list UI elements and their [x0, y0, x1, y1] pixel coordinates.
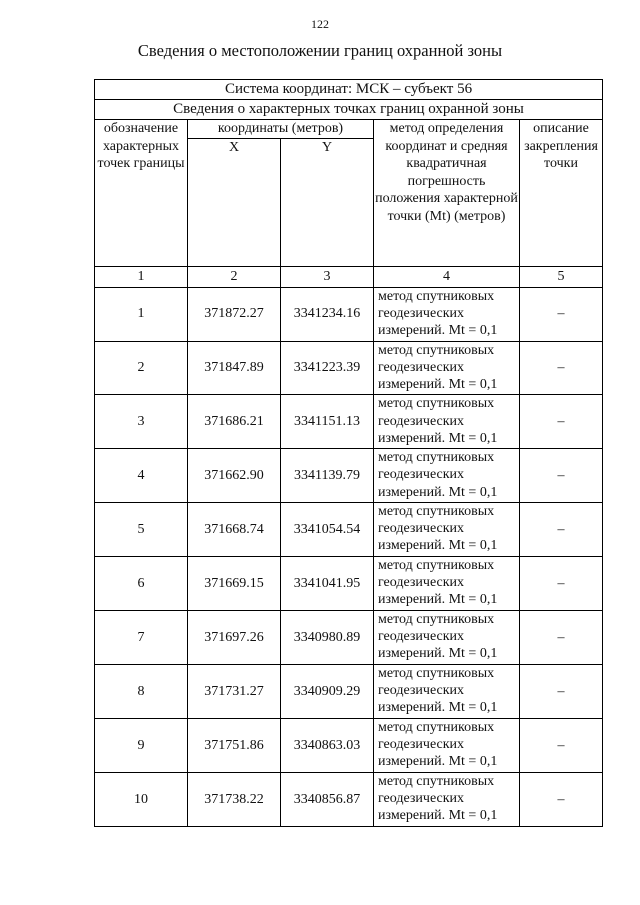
table-row — [95, 773, 603, 827]
point-number: 5 — [95, 503, 188, 557]
coordinate-x: 371872.27 — [188, 287, 281, 341]
coordinate-x: 371662.90 — [188, 449, 281, 503]
header-coordinates: координаты (метров) — [188, 120, 374, 139]
point-number: 6 — [95, 557, 188, 611]
point-number: 4 — [95, 449, 188, 503]
column-number: 2 — [188, 267, 281, 287]
column-number: 1 — [95, 267, 188, 287]
table-row — [95, 503, 603, 557]
header-description: описание закрепления точки — [520, 120, 603, 267]
document-title: Сведения о местоположении границ охранной зоны — [137, 41, 503, 60]
table-row — [95, 665, 603, 719]
coordinate-y: 3341054.54 — [281, 503, 374, 557]
method-cell: метод спутниковых геодезических измерений. Mt = 0,1 — [374, 395, 520, 449]
coordinate-y: 3340909.29 — [281, 665, 374, 719]
table-row — [95, 611, 603, 665]
method-cell: метод спутниковых геодезических измерений. Mt = 0,1 — [374, 665, 520, 719]
coordinate-y: 3341234.16 — [281, 287, 374, 341]
table-row — [95, 341, 603, 395]
coordinate-x: 371751.86 — [188, 719, 281, 773]
coordinate-y: 3341223.39 — [281, 341, 374, 395]
column-number: 3 — [281, 267, 374, 287]
column-number: 5 — [520, 267, 603, 287]
coordinate-x: 371668.74 — [188, 503, 281, 557]
description-cell: – — [520, 395, 603, 449]
coordinate-x: 371686.21 — [188, 395, 281, 449]
boundary-points-table — [94, 79, 602, 827]
point-number: 3 — [95, 395, 188, 449]
coordinate-y: 3340863.03 — [281, 719, 374, 773]
point-number: 9 — [95, 719, 188, 773]
description-cell: – — [520, 287, 603, 341]
header-x: X — [188, 139, 281, 267]
coordinate-y: 3340980.89 — [281, 611, 374, 665]
header-y: Y — [281, 139, 374, 267]
point-number: 10 — [95, 773, 188, 827]
table-row — [95, 287, 603, 341]
column-number: 4 — [374, 267, 520, 287]
description-cell: – — [520, 665, 603, 719]
table-subtitle-cell: Сведения о характерных точках границ охранной зоны — [95, 100, 603, 120]
point-number: 8 — [95, 665, 188, 719]
method-cell: метод спутниковых геодезических измерений. Mt = 0,1 — [374, 773, 520, 827]
method-cell: метод спутниковых геодезических измерений. Mt = 0,1 — [374, 449, 520, 503]
coordinate-x: 371669.15 — [188, 557, 281, 611]
coordinate-system-cell: Система координат: МСК – субъект 56 — [95, 80, 603, 100]
header-designation: обозначение характерных точек границы — [95, 120, 188, 267]
method-cell: метод спутниковых геодезических измерений. Mt = 0,1 — [374, 719, 520, 773]
coordinate-y: 3341041.95 — [281, 557, 374, 611]
header-method: метод определения координат и средняя квадратичная погрешность положения характерной точки (Mt) (метров) — [374, 120, 520, 267]
coordinate-x: 371697.26 — [188, 611, 281, 665]
coordinate-x: 371731.27 — [188, 665, 281, 719]
method-cell: метод спутниковых геодезических измерений. Mt = 0,1 — [374, 341, 520, 395]
page-number: 122 — [311, 17, 329, 31]
point-number: 7 — [95, 611, 188, 665]
coordinate-y: 3341139.79 — [281, 449, 374, 503]
description-cell: – — [520, 719, 603, 773]
coordinate-x: 371738.22 — [188, 773, 281, 827]
coordinate-y: 3341151.13 — [281, 395, 374, 449]
description-cell: – — [520, 557, 603, 611]
table-row — [95, 557, 603, 611]
method-cell: метод спутниковых геодезических измерений. Mt = 0,1 — [374, 557, 520, 611]
point-number: 1 — [95, 287, 188, 341]
table-row — [95, 395, 603, 449]
description-cell: – — [520, 611, 603, 665]
method-cell: метод спутниковых геодезических измерений. Mt = 0,1 — [374, 287, 520, 341]
coordinate-x: 371847.89 — [188, 341, 281, 395]
description-cell: – — [520, 773, 603, 827]
method-cell: метод спутниковых геодезических измерений. Mt = 0,1 — [374, 503, 520, 557]
table-row — [95, 449, 603, 503]
description-cell: – — [520, 503, 603, 557]
table-row — [95, 719, 603, 773]
point-number: 2 — [95, 341, 188, 395]
description-cell: – — [520, 341, 603, 395]
description-cell: – — [520, 449, 603, 503]
coordinate-y: 3340856.87 — [281, 773, 374, 827]
method-cell: метод спутниковых геодезических измерений. Mt = 0,1 — [374, 611, 520, 665]
